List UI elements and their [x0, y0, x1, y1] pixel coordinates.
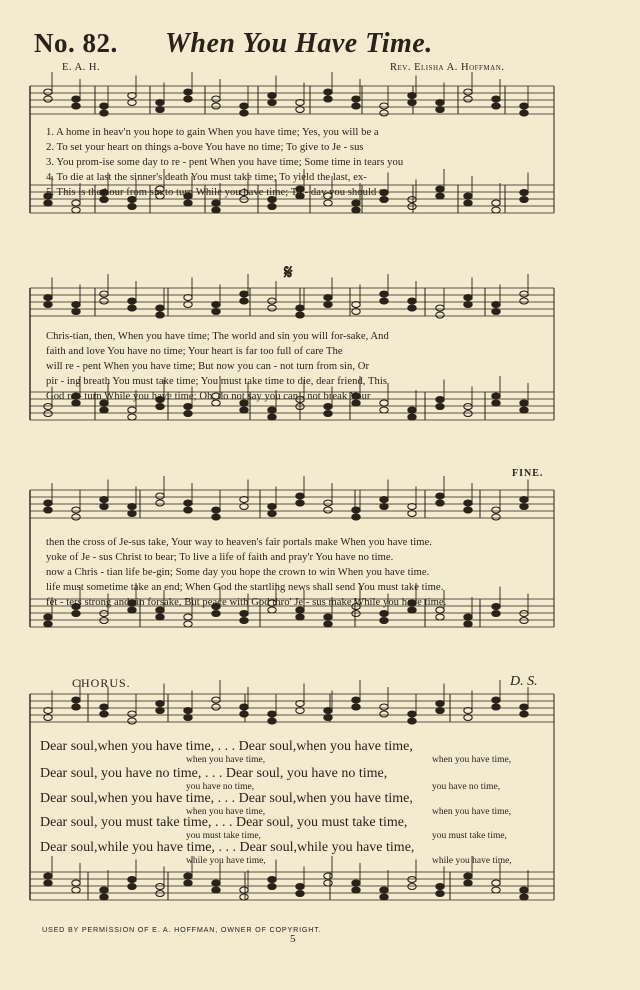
note-head — [380, 497, 388, 503]
note-head — [156, 701, 164, 707]
note-head — [408, 877, 416, 883]
note-head — [212, 704, 220, 710]
note-head — [212, 514, 220, 520]
note-head — [184, 200, 192, 206]
note-head — [324, 404, 332, 410]
note-head — [268, 100, 276, 106]
verse-1-line: Chris-tian, then, When you have time; The world and sin you will for-sake, And — [46, 331, 389, 342]
note-head — [352, 880, 360, 886]
note-head — [156, 708, 164, 714]
note-head — [268, 511, 276, 517]
note-head — [464, 500, 472, 506]
verse-1-line: then the cross of Je-sus take, Your way to heaven's fair portals make When you have time. — [46, 537, 432, 548]
note-head — [268, 884, 276, 890]
note-head — [240, 103, 248, 109]
note-head — [492, 697, 500, 703]
note-head — [128, 504, 136, 510]
chorus-label: CHORUS. — [72, 676, 131, 690]
note-head — [464, 404, 472, 410]
note-head — [324, 621, 332, 627]
note-head — [44, 873, 52, 879]
note-head — [44, 708, 52, 714]
note-head — [44, 411, 52, 417]
note-head — [520, 611, 528, 617]
verse-5-line: 5. This is the hour from sin to turn While you have time; To - day you should to — [46, 187, 388, 198]
note-head — [240, 611, 248, 617]
note-head — [436, 614, 444, 620]
chorus-echo: when you have time, — [432, 807, 512, 817]
note-head — [72, 704, 80, 710]
note-head — [492, 604, 500, 610]
note-head — [464, 708, 472, 714]
note-head — [184, 873, 192, 879]
note-head — [44, 404, 52, 410]
note-head — [492, 302, 500, 308]
note-head — [492, 704, 500, 710]
note-head — [520, 103, 528, 109]
ds-marker: D. S. — [510, 674, 538, 689]
note-head — [156, 100, 164, 106]
note-head — [408, 884, 416, 890]
chorus-line-2: Dear soul, you have no time, . . . Dear soul, you have no time, — [40, 766, 388, 781]
fine-marker: FINE. — [512, 468, 544, 479]
note-head — [408, 93, 416, 99]
note-head — [44, 295, 52, 301]
note-head — [520, 197, 528, 203]
note-head — [268, 298, 276, 304]
note-head — [324, 500, 332, 506]
note-head — [128, 877, 136, 883]
note-head — [72, 697, 80, 703]
note-head — [520, 711, 528, 717]
note-head — [240, 618, 248, 624]
note-head — [100, 497, 108, 503]
note-head — [492, 207, 500, 213]
note-head — [464, 873, 472, 879]
note-head — [492, 96, 500, 102]
note-head — [380, 103, 388, 109]
note-head — [268, 93, 276, 99]
chorus-echo: when you have time, — [186, 807, 266, 817]
note-head — [240, 887, 248, 893]
note-head — [212, 880, 220, 886]
note-head — [408, 197, 416, 203]
note-head — [240, 291, 248, 297]
note-head — [380, 400, 388, 406]
note-head — [156, 884, 164, 890]
note-head — [240, 711, 248, 717]
note-head — [520, 618, 528, 624]
note-head — [156, 500, 164, 506]
note-head — [492, 611, 500, 617]
note-head — [128, 414, 136, 420]
note-head — [268, 504, 276, 510]
note-head — [436, 312, 444, 318]
note-head — [380, 298, 388, 304]
note-head — [492, 200, 500, 206]
note-head — [72, 611, 80, 617]
note-head — [184, 500, 192, 506]
note-head — [296, 701, 304, 707]
note-head — [324, 89, 332, 95]
note-head — [352, 200, 360, 206]
note-head — [324, 708, 332, 714]
note-head — [436, 186, 444, 192]
verse-4-line: pir - ing breath You must take time; You must take time to die, dear friend, This — [46, 376, 388, 387]
note-head — [72, 103, 80, 109]
note-head — [296, 884, 304, 890]
note-head — [100, 110, 108, 116]
note-head — [464, 302, 472, 308]
note-head — [408, 718, 416, 724]
note-head — [520, 704, 528, 710]
note-head — [128, 298, 136, 304]
note-head — [492, 309, 500, 315]
segno-sign: 𝄋 — [284, 262, 293, 284]
chorus-echo: while you have time, — [186, 856, 266, 866]
note-head — [436, 884, 444, 890]
hymn-title: When You Have Time. — [165, 28, 433, 59]
note-head — [436, 404, 444, 410]
note-head — [100, 894, 108, 900]
note-head — [100, 291, 108, 297]
note-head — [380, 704, 388, 710]
note-head — [296, 305, 304, 311]
chorus-line-5: Dear soul,while you have time, . . . Dear soul,while you have time, — [40, 840, 415, 855]
note-head — [380, 894, 388, 900]
note-head — [296, 312, 304, 318]
note-head — [324, 880, 332, 886]
copyright-notice: USED BY PERMISSION OF E. A. HOFFMAN, OWNER OF COPYRIGHT. — [42, 925, 322, 934]
note-head — [240, 894, 248, 900]
note-head — [128, 204, 136, 210]
note-head — [492, 393, 500, 399]
note-head — [492, 887, 500, 893]
verse-2-line: 2. To set your heart on things a-bove You have no time; To give to Je - sus — [46, 142, 364, 153]
note-head — [184, 411, 192, 417]
note-head — [72, 207, 80, 213]
chorus-echo: when you have time, — [186, 755, 266, 765]
note-head — [184, 96, 192, 102]
note-head — [520, 190, 528, 196]
note-head — [128, 884, 136, 890]
note-head — [268, 414, 276, 420]
note-head — [520, 497, 528, 503]
chorus-echo: you have no time, — [186, 782, 255, 792]
note-head — [100, 887, 108, 893]
note-head — [436, 397, 444, 403]
note-head — [212, 611, 220, 617]
note-head — [436, 100, 444, 106]
note-head — [352, 611, 360, 617]
note-head — [380, 618, 388, 624]
composer-credit: E. A. H. — [62, 62, 101, 73]
note-head — [436, 500, 444, 506]
note-head — [380, 110, 388, 116]
note-head — [100, 711, 108, 717]
note-head — [436, 493, 444, 499]
note-head — [380, 291, 388, 297]
note-head — [464, 614, 472, 620]
note-head — [128, 407, 136, 413]
note-head — [408, 711, 416, 717]
note-head — [156, 614, 164, 620]
note-head — [212, 207, 220, 213]
verse-4-line: 4. To die at last the sinner's death You must take time; To yield the last, ex- — [46, 172, 367, 183]
note-head — [464, 411, 472, 417]
note-head — [492, 400, 500, 406]
note-head — [492, 103, 500, 109]
note-head — [156, 305, 164, 311]
note-head — [128, 305, 136, 311]
chorus-echo: you must take time, — [432, 831, 507, 841]
note-head — [492, 880, 500, 886]
note-head — [520, 298, 528, 304]
note-head — [184, 89, 192, 95]
note-head — [408, 204, 416, 210]
note-head — [464, 715, 472, 721]
note-head — [408, 407, 416, 413]
note-head — [72, 309, 80, 315]
verse-2-line: yoke of Je - sus Christ to bear; To live a life of faith and pray'r You have no time. — [46, 552, 394, 563]
note-head — [324, 411, 332, 417]
note-head — [156, 107, 164, 113]
note-head — [212, 697, 220, 703]
chorus-echo: you must take time, — [186, 831, 261, 841]
note-head — [72, 302, 80, 308]
note-head — [520, 504, 528, 510]
note-head — [520, 110, 528, 116]
note-head — [380, 611, 388, 617]
verse-3-line: 3. You prom-ise some day to re - pent When you have time; Some time in tears you — [46, 157, 404, 168]
chorus-line-4: Dear soul, you must take time, . . . Dear soul, you must take time, — [40, 815, 408, 830]
note-head — [44, 715, 52, 721]
note-head — [464, 621, 472, 627]
note-head — [156, 493, 164, 499]
page-number: 5 — [290, 933, 296, 945]
note-head — [240, 407, 248, 413]
note-head — [464, 295, 472, 301]
note-head — [240, 110, 248, 116]
note-head — [44, 200, 52, 206]
chorus-echo: while you have time, — [432, 856, 512, 866]
note-head — [324, 200, 332, 206]
note-head — [380, 711, 388, 717]
note-head — [184, 404, 192, 410]
note-head — [380, 504, 388, 510]
note-head — [156, 891, 164, 897]
note-head — [296, 614, 304, 620]
note-head — [352, 207, 360, 213]
note-head — [268, 877, 276, 883]
hymn-number: No. 82. — [34, 28, 118, 58]
note-head — [212, 96, 220, 102]
chorus-line-3: Dear soul,when you have time, . . . Dear soul,when you have time, — [40, 791, 413, 806]
note-head — [184, 614, 192, 620]
note-head — [324, 96, 332, 102]
note-head — [436, 701, 444, 707]
note-head — [44, 96, 52, 102]
note-head — [464, 880, 472, 886]
note-head — [352, 887, 360, 893]
note-head — [380, 407, 388, 413]
note-head — [324, 295, 332, 301]
note-head — [492, 507, 500, 513]
note-head — [520, 407, 528, 413]
verse-5-line: fet - ters strong and sin forsake, But peace with God thro' Je - sus make While you have time. — [46, 597, 447, 608]
note-head — [72, 514, 80, 520]
note-head — [380, 887, 388, 893]
note-head — [408, 414, 416, 420]
note-head — [324, 614, 332, 620]
note-head — [44, 880, 52, 886]
note-head — [464, 193, 472, 199]
note-head — [520, 894, 528, 900]
note-head — [72, 96, 80, 102]
note-head — [212, 309, 220, 315]
note-head — [44, 621, 52, 627]
note-head — [268, 718, 276, 724]
note-head — [128, 711, 136, 717]
note-head — [44, 89, 52, 95]
verse-2-line: faith and love You have no time; Your heart is far too full of care The — [46, 346, 343, 357]
note-head — [408, 298, 416, 304]
note-head — [296, 493, 304, 499]
verse-3-line: now a Chris - tian life be-gin; Some day you hope the crown to win When you have time. — [46, 567, 430, 578]
note-head — [436, 305, 444, 311]
note-head — [296, 500, 304, 506]
chorus-echo: you have no time, — [432, 782, 501, 792]
note-head — [212, 887, 220, 893]
note-head — [352, 507, 360, 513]
note-head — [352, 96, 360, 102]
note-head — [352, 514, 360, 520]
note-head — [100, 298, 108, 304]
note-head — [240, 298, 248, 304]
verse-3-line: will re - pent When you have time; But now you can - not turn from sin, Or — [46, 361, 370, 372]
note-head — [268, 711, 276, 717]
note-head — [296, 891, 304, 897]
note-head — [324, 715, 332, 721]
note-head — [44, 302, 52, 308]
chorus-line-1: Dear soul,when you have time, . . . Dear soul,when you have time, — [40, 739, 413, 754]
note-head — [100, 611, 108, 617]
note-head — [352, 704, 360, 710]
note-head — [184, 507, 192, 513]
note-head — [156, 404, 164, 410]
note-head — [72, 880, 80, 886]
note-head — [464, 89, 472, 95]
note-head — [72, 200, 80, 206]
note-head — [128, 511, 136, 517]
note-head — [520, 887, 528, 893]
note-head — [492, 514, 500, 520]
note-head — [72, 507, 80, 513]
note-head — [100, 504, 108, 510]
note-head — [296, 708, 304, 714]
note-head — [464, 96, 472, 102]
note-head — [520, 400, 528, 406]
verse-1-line: 1. A home in heav'n you hope to gain When you have time; Yes, you will be a — [46, 127, 379, 138]
note-head — [464, 200, 472, 206]
note-head — [212, 200, 220, 206]
note-head — [324, 873, 332, 879]
note-head — [44, 500, 52, 506]
note-head — [44, 507, 52, 513]
note-head — [436, 708, 444, 714]
note-head — [212, 302, 220, 308]
note-head — [44, 614, 52, 620]
note-head — [100, 407, 108, 413]
note-head — [436, 891, 444, 897]
note-head — [324, 507, 332, 513]
note-head — [408, 100, 416, 106]
note-head — [352, 103, 360, 109]
note-head — [268, 204, 276, 210]
note-head — [268, 407, 276, 413]
note-head — [408, 305, 416, 311]
author-credit: Rev. Elisha A. Hoffman. — [390, 62, 505, 73]
note-head — [324, 302, 332, 308]
note-head — [184, 880, 192, 886]
note-head — [128, 718, 136, 724]
note-head — [240, 704, 248, 710]
note-head — [184, 621, 192, 627]
note-head — [156, 312, 164, 318]
note-head — [184, 708, 192, 714]
note-head — [520, 291, 528, 297]
note-head — [212, 103, 220, 109]
verse-4-line: life must sometime take an end; When God the startling news shall send You must take time. — [46, 582, 444, 593]
verse-5-line: God re - turn While you have time; Oh, do not say you can - not break Your — [46, 391, 371, 402]
note-head — [268, 305, 276, 311]
chorus-echo: when you have time, — [432, 755, 512, 765]
note-head — [436, 107, 444, 113]
note-head — [100, 618, 108, 624]
note-head — [212, 507, 220, 513]
note-head — [464, 507, 472, 513]
note-head — [100, 103, 108, 109]
note-head — [100, 704, 108, 710]
note-head — [72, 887, 80, 893]
note-head — [436, 193, 444, 199]
note-head — [184, 715, 192, 721]
note-head — [352, 697, 360, 703]
